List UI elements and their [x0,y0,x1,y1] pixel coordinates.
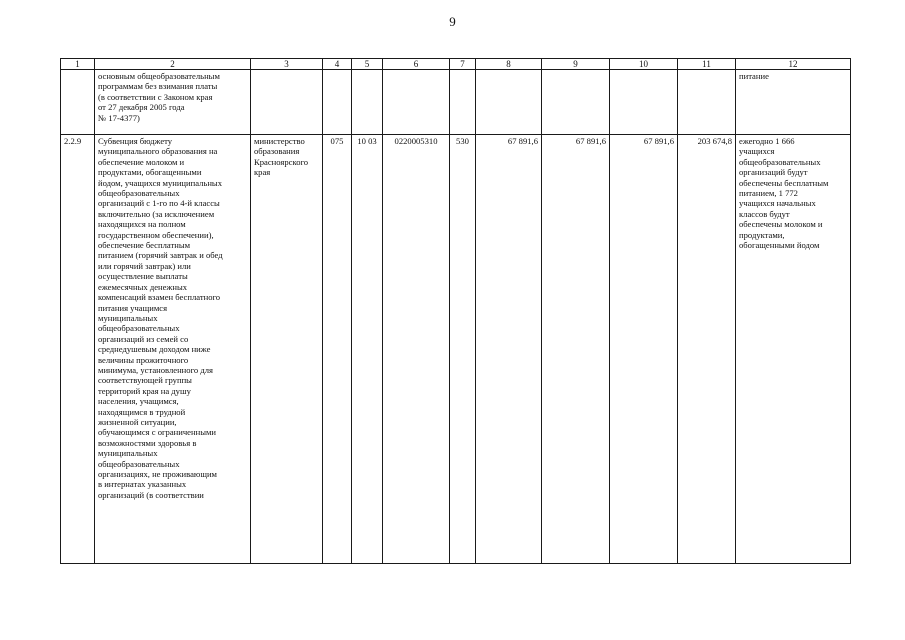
table-row-2-2-9 [61,135,851,564]
column-header-9: 9 [542,59,610,70]
table-row-continuation [61,70,851,135]
column-header-5: 5 [352,59,383,70]
cell-year1: 67 891,6 [476,135,542,564]
cell-administrator: министерство образования Красноярского края [251,135,323,564]
column-header-7: 7 [450,59,476,70]
column-header-2: 2 [95,59,251,70]
cell-total: 203 674,8 [678,135,736,564]
program-table [60,58,851,564]
column-header-4: 4 [323,59,352,70]
column-header-6: 6 [383,59,450,70]
cell-csr: 0220005310 [383,135,450,564]
cell-grbs [323,70,352,135]
cell-year2: 67 891,6 [542,135,610,564]
cell-code [61,70,95,135]
column-header-11: 11 [678,59,736,70]
cell-year1 [476,70,542,135]
cell-total [678,70,736,135]
column-header-1: 1 [61,59,95,70]
cell-result: ежегодно 1 666 учащихся общеобразовательных организаций будут обеспечены бесплатным питанием, 1 772 учащихся начальных классов будут обеспечены молоком и продуктами, обогащенными йодом [736,135,851,564]
column-header-8: 8 [476,59,542,70]
column-header-3: 3 [251,59,323,70]
cell-administrator [251,70,323,135]
cell-vr [450,70,476,135]
cell-description: основным общеобразовательным программам без взимания платы (в соответствии с Законом края от 27 декабря 2005 года № 17-4377) [95,70,251,135]
column-header-10: 10 [610,59,678,70]
page-number: 9 [449,14,456,29]
cell-csr [383,70,450,135]
cell-year3: 67 891,6 [610,135,678,564]
column-header-12: 12 [736,59,851,70]
cell-result: питание [736,70,851,135]
cell-rzpr: 10 03 [352,135,383,564]
cell-year2 [542,70,610,135]
cell-description: Субвенция бюджету муниципального образования на обеспечение молоком и продуктами, обогащенными йодом, учащихся муниципальных общеобразовательных организаций с 1-го по 4-й классы включительно (за исключением находящихся на полном государственном обеспечении), обеспечение бесплатным питанием (горячий завтрак и обед или горячий завтрак) или осуществление выплаты ежемесячных денежных компенсаций взамен бесплатного питания учащимся муниципальных общеобразовательных организаций из семей со среднедушевым доходом ниже величины прожиточного минимума, установленного для соответствующей группы территорий края на душу населения, учащимся, находящимся в трудной жизненной ситуации, обучающимся с ограниченными возможностями здоровья в муниципальных общеобразовательных организациях, не проживающим в интернатах указанных организаций (в соответствии [95,135,251,564]
cell-year3 [610,70,678,135]
cell-rzpr [352,70,383,135]
cell-grbs: 075 [323,135,352,564]
header-row [61,59,851,70]
cell-code: 2.2.9 [61,135,95,564]
cell-vr: 530 [450,135,476,564]
